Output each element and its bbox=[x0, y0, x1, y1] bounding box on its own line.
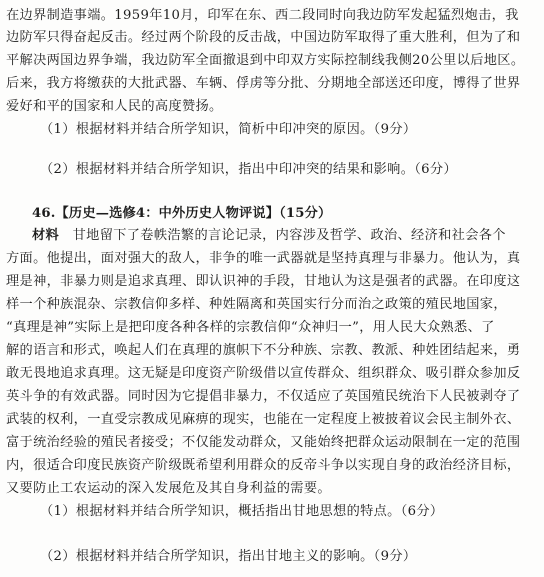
material-label: 材料 bbox=[32, 228, 60, 243]
passage-line-4: 后来，我方将缴获的大批武器、车辆、俘虏等分批、分期地全部送还印度，博得了世界 bbox=[6, 76, 521, 91]
material-line-3: 理是神，非暴力则是追求真理、即认识神的手段，甘地认为这是强者的武器。在印度这 bbox=[6, 274, 521, 289]
question-46-heading: 46.【历史—选修4：中外历史人物评说】（15分） bbox=[32, 206, 332, 221]
passage-line-5: 爱好和平的国家和人民的高度赞扬。 bbox=[6, 99, 223, 114]
material-line-2: 方面。他提出，面对强大的敌人，非争的唯一武器就是坚持真理与非暴力。他认为，真 bbox=[6, 251, 521, 266]
material-line-1 bbox=[32, 226, 506, 246]
question-46-2: （2）根据材料并结合所学知识，指出甘地主义的影响。（9分） bbox=[40, 549, 417, 564]
material-line-8: 英斗争的有效武器。同时因为它提倡非暴力，不仅适应了英国殖民统治下人民被剥夺了 bbox=[6, 389, 521, 404]
question-45-2: （2）根据材料并结合所学知识，指出中印冲突的结果和影响。（6分） bbox=[40, 162, 458, 177]
passage-line-3: 平解决两国边界争端，我边防军全面撤退到中印双方实际控制线我侧20公里以后地区。 bbox=[6, 53, 525, 68]
passage-line-1: 在边界制造事端。1959年10月，印军在东、西二段同时向我边防军发起猛烈炮击，我 bbox=[6, 8, 519, 23]
material-line-11: 内，很适合印度民族资产阶级既希望利用群众的反帝斗争以实现自身的政治经济目标， bbox=[6, 458, 521, 473]
material-line-4: 样一个种族混杂、宗教信仰多样、种姓隔离和英国实行分而治之政策的殖民地国家， bbox=[6, 297, 507, 312]
passage-line-2: 边防军只得奋起反击。经过两个阶段的反击战，中国边防军取得了重大胜利，但为了和 bbox=[6, 30, 521, 45]
material-line-12: 又要防止工农运动的深入发展危及其自身利益的需要。 bbox=[6, 481, 331, 496]
material-first-text: 甘地留下了卷帙浩繁的言论记录，内容涉及哲学、政治、经济和社会各个 bbox=[59, 228, 506, 243]
question-46-1: （1）根据材料并结合所学知识，概括指出甘地思想的特点。（6分） bbox=[40, 504, 444, 519]
material-line-5: “真理是神”实际上是把印度各种各样的宗教信仰“众神归一”，用人民大众熟悉、了 bbox=[6, 320, 495, 335]
material-line-6: 解的语言和形式，唤起人们在真理的旗帜下不分种族、宗教、教派、种姓团结起来，勇 bbox=[6, 343, 521, 358]
material-line-7: 敢无畏地追求真理。这无疑是印度资产阶级借以宣传群众、组织群众、吸引群众参加反 bbox=[6, 366, 521, 381]
material-line-10: 富于统治经验的殖民者接受；不仅能发动群众，又能始终把群众运动限制在一定的范围 bbox=[6, 435, 521, 450]
question-45-1: （1）根据材料并结合所学知识，简析中印冲突的原因。（9分） bbox=[40, 122, 417, 137]
material-line-9: 武装的权利，一直受宗教成见麻痹的现实，也能在一定程度上被披着议会民主制外衣、 bbox=[6, 412, 521, 427]
